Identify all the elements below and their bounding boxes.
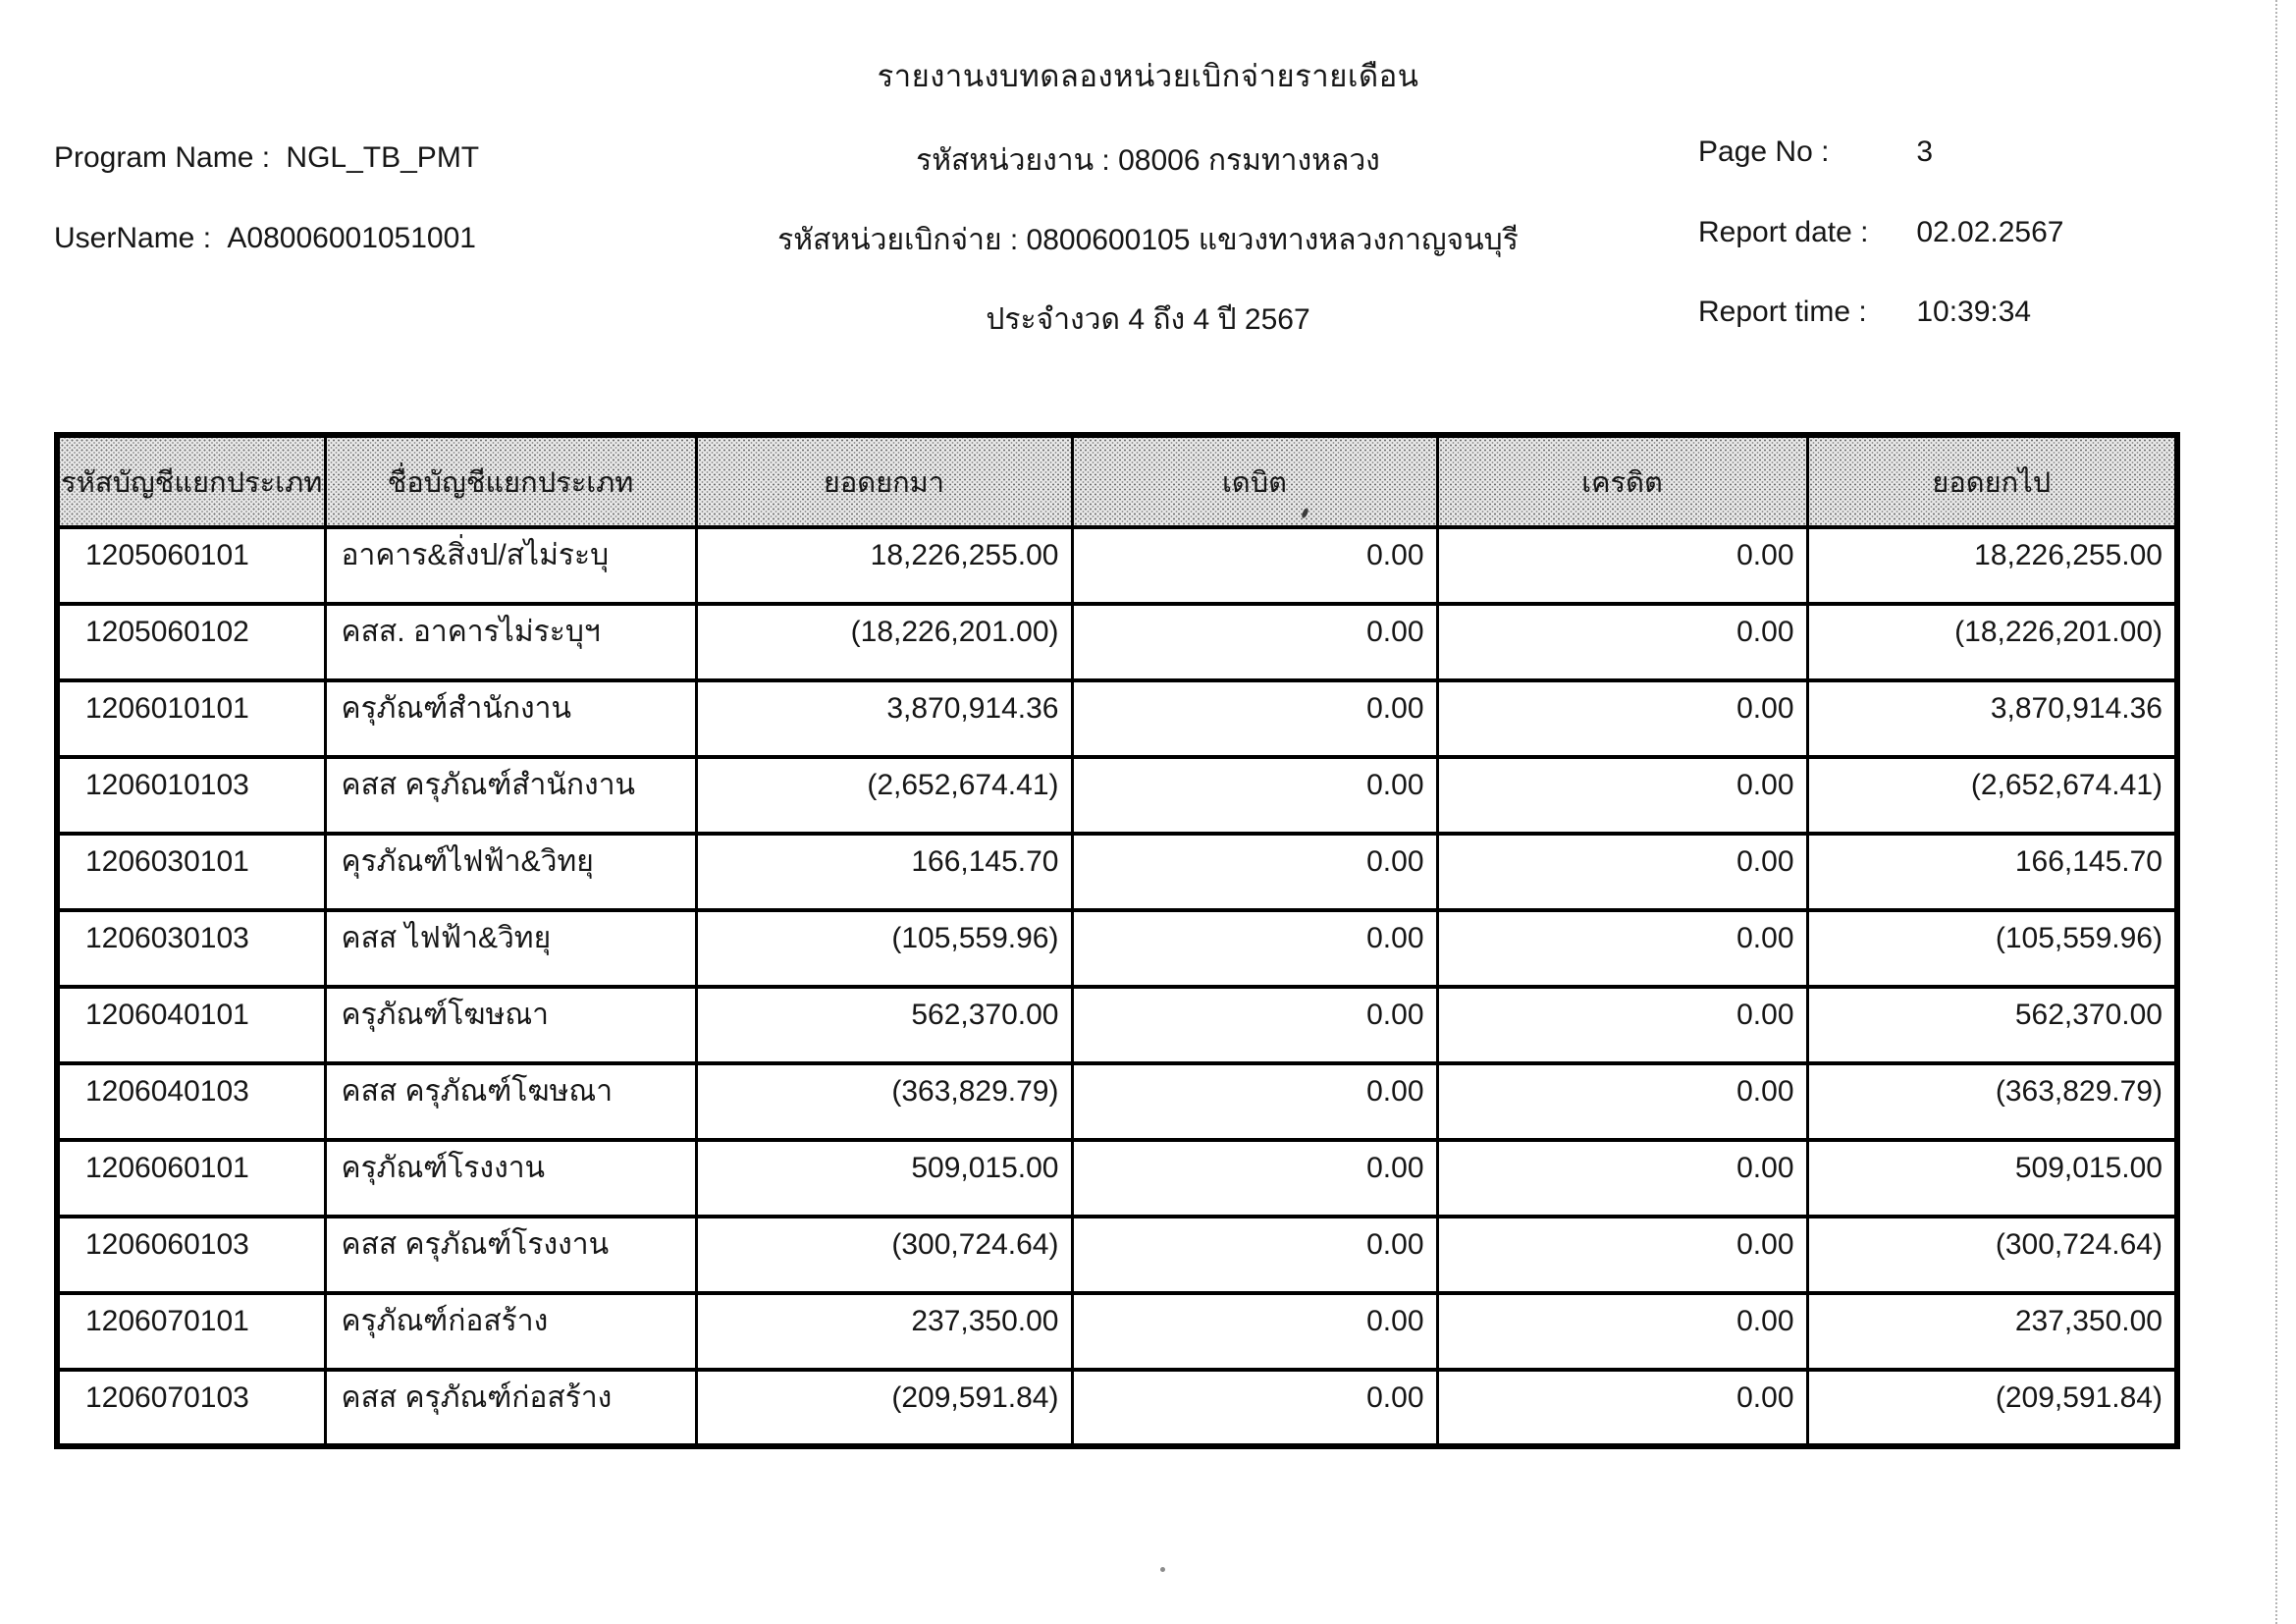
- credit-cell: 0.00: [1437, 604, 1807, 680]
- opening-balance-cell: 166,145.70: [696, 834, 1072, 910]
- closing-balance-cell: (105,559.96): [1807, 910, 2177, 987]
- opening-balance-cell: 3,870,914.36: [696, 680, 1072, 757]
- opening-balance-cell: 237,350.00: [696, 1293, 1072, 1370]
- opening-balance-cell: (209,591.84): [696, 1370, 1072, 1446]
- col-header-opening-balance: ยอดยกมา: [696, 435, 1072, 527]
- closing-balance-cell: 237,350.00: [1807, 1293, 2177, 1370]
- program-name-value: NGL_TB_PMT: [286, 141, 480, 174]
- report-date-value: 02.02.2567: [1916, 216, 2064, 248]
- account-code-cell: 1206040101: [57, 987, 325, 1063]
- credit-cell: 0.00: [1437, 1217, 1807, 1293]
- debit-cell: 0.00: [1072, 604, 1437, 680]
- credit-cell: 0.00: [1437, 1140, 1807, 1217]
- closing-balance-cell: (300,724.64): [1807, 1217, 2177, 1293]
- account-code-cell: 1206040103: [57, 1063, 325, 1140]
- table-row: [57, 1217, 2177, 1293]
- opening-balance-cell: 18,226,255.00: [696, 527, 1072, 604]
- table-row: [57, 1063, 2177, 1140]
- col-header-account-code: รหัสบัญชีแยกประเภท: [57, 435, 325, 527]
- debit-cell: 0.00: [1072, 1370, 1437, 1446]
- closing-balance-cell: (209,591.84): [1807, 1370, 2177, 1446]
- credit-cell: 0.00: [1437, 527, 1807, 604]
- col-header-credit: เครดิต: [1437, 435, 1807, 527]
- program-name-label: Program Name :: [54, 141, 271, 174]
- table-row: [57, 527, 2177, 604]
- account-name-cell: ครุภัณฑ์โฆษณา: [325, 987, 696, 1063]
- page-no-value: 3: [1916, 135, 1934, 168]
- account-name-cell: ครุภัณฑ์ก่อสร้าง: [325, 1293, 696, 1370]
- account-name-cell: คสส ครุภัณฑ์โรงงาน: [325, 1217, 696, 1293]
- disbursement-code-line: รหัสหน่วยเบิกจ่าย : 0800600105 แขวงทางหลวงกาญจนบุรี: [777, 224, 1519, 256]
- table-row: [57, 680, 2177, 757]
- page-no-line: [1698, 135, 1933, 169]
- debit-cell: 0.00: [1072, 1293, 1437, 1370]
- opening-balance-cell: (105,559.96): [696, 910, 1072, 987]
- col-header-closing-balance: ยอดยกไป: [1807, 435, 2177, 527]
- debit-cell: 0.00: [1072, 987, 1437, 1063]
- closing-balance-cell: 509,015.00: [1807, 1140, 2177, 1217]
- report-time-value: 10:39:34: [1916, 296, 2032, 328]
- closing-balance-cell: 166,145.70: [1807, 834, 2177, 910]
- credit-cell: 0.00: [1437, 910, 1807, 987]
- closing-balance-cell: 562,370.00: [1807, 987, 2177, 1063]
- debit-cell: 0.00: [1072, 1063, 1437, 1140]
- agency-code-line: รหัสหน่วยงาน : 08006 กรมทางหลวง: [916, 144, 1380, 177]
- opening-balance-cell: 562,370.00: [696, 987, 1072, 1063]
- credit-cell: 0.00: [1437, 987, 1807, 1063]
- account-code-cell: 1206030103: [57, 910, 325, 987]
- table-row: [57, 757, 2177, 834]
- table-row: [57, 987, 2177, 1063]
- opening-balance-cell: (300,724.64): [696, 1217, 1072, 1293]
- period-line: ประจำงวด 4 ถึง 4 ปี 2567: [986, 303, 1310, 336]
- closing-balance-cell: (363,829.79): [1807, 1063, 2177, 1140]
- table-body: [57, 527, 2177, 1446]
- page-no-label: Page No :: [1698, 135, 1830, 168]
- credit-cell: 0.00: [1437, 1063, 1807, 1140]
- opening-balance-cell: 509,015.00: [696, 1140, 1072, 1217]
- report-time-line: [1698, 296, 2031, 329]
- closing-balance-cell: 3,870,914.36: [1807, 680, 2177, 757]
- debit-cell: 0.00: [1072, 834, 1437, 910]
- username-value: A08006001051001: [227, 222, 476, 254]
- opening-balance-cell: (363,829.79): [696, 1063, 1072, 1140]
- debit-cell: 0.00: [1072, 1140, 1437, 1217]
- account-code-cell: 1206070103: [57, 1370, 325, 1446]
- trial-balance-table: [54, 432, 2180, 1449]
- table-row: [57, 1370, 2177, 1446]
- table-header-row: [57, 435, 2177, 527]
- account-name-cell: คสส ครุภัณฑ์ก่อสร้าง: [325, 1370, 696, 1446]
- account-code-cell: 1206030101: [57, 834, 325, 910]
- account-code-cell: 1206010103: [57, 757, 325, 834]
- credit-cell: 0.00: [1437, 1293, 1807, 1370]
- account-name-cell: ครุภัณฑ์สำนักงาน: [325, 680, 696, 757]
- account-name-cell: คุรภัณฑ์ไฟฟ้า&วิทยุ: [325, 834, 696, 910]
- account-code-cell: 1205060101: [57, 527, 325, 604]
- credit-cell: 0.00: [1437, 757, 1807, 834]
- account-code-cell: 1206060103: [57, 1217, 325, 1293]
- account-code-cell: 1206070101: [57, 1293, 325, 1370]
- debit-cell: 0.00: [1072, 680, 1437, 757]
- table-row: [57, 910, 2177, 987]
- scan-artifact-dot: [1160, 1567, 1165, 1572]
- username-label: UserName :: [54, 222, 212, 254]
- account-name-cell: คสส ไฟฟ้า&วิทยุ: [325, 910, 696, 987]
- table-row: [57, 604, 2177, 680]
- report-date-line: [1698, 216, 2064, 249]
- page-title: รายงานงบทดลองหน่วยเบิกจ่ายรายเดือน: [877, 59, 1419, 93]
- closing-balance-cell: (18,226,201.00): [1807, 604, 2177, 680]
- col-header-account-name: ชื่อบัญชีแยกประเภท: [325, 435, 696, 527]
- debit-cell: 0.00: [1072, 1217, 1437, 1293]
- account-name-cell: คสส. อาคารไม่ระบุฯ: [325, 604, 696, 680]
- debit-cell: 0.00: [1072, 757, 1437, 834]
- account-code-cell: 1206010101: [57, 680, 325, 757]
- debit-cell: 0.00: [1072, 910, 1437, 987]
- account-name-cell: คสส ครุภัณฑ์โฆษณา: [325, 1063, 696, 1140]
- debit-cell: 0.00: [1072, 527, 1437, 604]
- closing-balance-cell: 18,226,255.00: [1807, 527, 2177, 604]
- account-name-cell: ครุภัณฑ์โรงงาน: [325, 1140, 696, 1217]
- credit-cell: 0.00: [1437, 1370, 1807, 1446]
- credit-cell: 0.00: [1437, 680, 1807, 757]
- account-code-cell: 1206060101: [57, 1140, 325, 1217]
- scan-artifact-edge-line: [2275, 0, 2277, 1624]
- account-name-cell: คสส ครุภัณฑ์สำนักงาน: [325, 757, 696, 834]
- closing-balance-cell: (2,652,674.41): [1807, 757, 2177, 834]
- col-header-debit: เดบิต: [1072, 435, 1437, 527]
- account-name-cell: อาคาร&สิ่งป/สไม่ระบุ: [325, 527, 696, 604]
- table-row: [57, 1293, 2177, 1370]
- report-date-label: Report date :: [1698, 216, 1869, 248]
- credit-cell: 0.00: [1437, 834, 1807, 910]
- opening-balance-cell: (18,226,201.00): [696, 604, 1072, 680]
- table-row: [57, 834, 2177, 910]
- table-row: [57, 1140, 2177, 1217]
- opening-balance-cell: (2,652,674.41): [696, 757, 1072, 834]
- account-code-cell: 1205060102: [57, 604, 325, 680]
- report-time-label: Report time :: [1698, 296, 1867, 328]
